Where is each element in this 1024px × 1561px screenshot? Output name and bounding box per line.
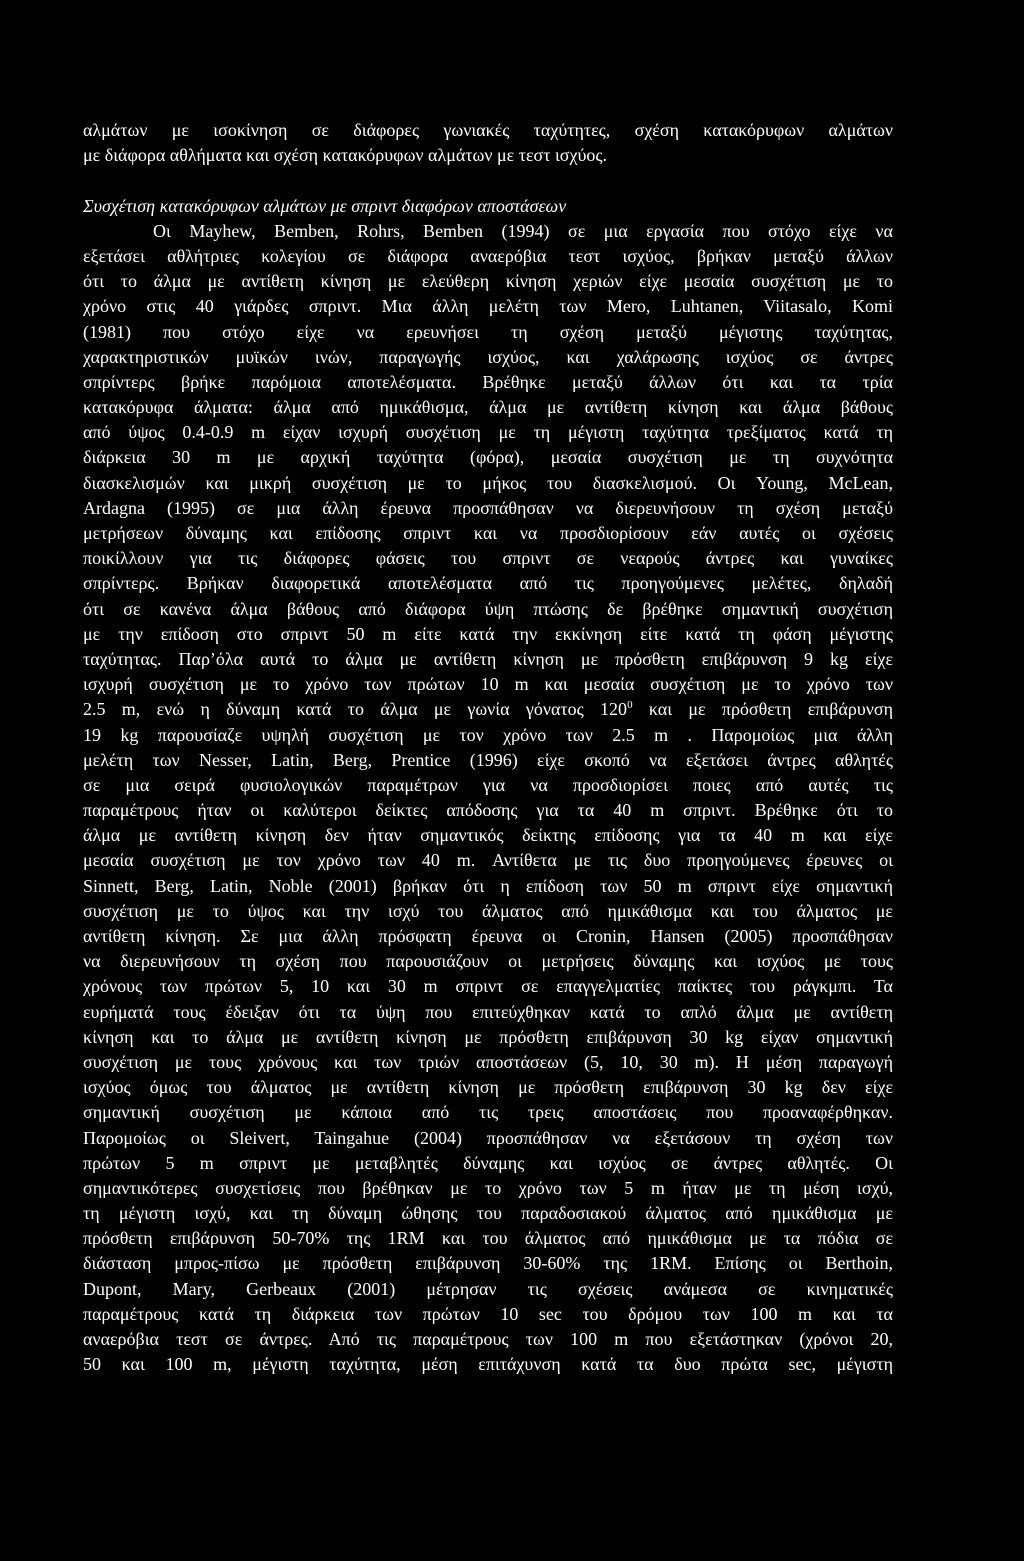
body-line: Sinnett, Berg, Latin, Noble (2001) βρήκαν ότι η επίδοση των 50 m σπριντ είχε σημαντική xyxy=(83,875,893,896)
degree-line-before: 2.5 m, ενώ η δύναμη κατά το άλμα με γωνία γόνατος 120 xyxy=(83,699,628,720)
body-line: Οι Mayhew, Bemben, Rohrs, Bemben (1994) σε μια εργασία που στόχο είχε να xyxy=(153,220,893,241)
body-line: σπρίντερς βρήκε παρόμοια αποτελέσματα. Βρέθηκε μεταξύ άλλων ότι και τα τρία xyxy=(83,371,893,392)
body-line: κίνηση και το άλμα με αντίθετη κίνηση με πρόσθετη επιβάρυνση 30 kg είχαν σημαντική xyxy=(83,1026,893,1047)
body-line: χρόνο στις 40 γιάρδες σπριντ. Μια άλλη μελέτη των Mero, Luhtanen, Viitasalo, Komi xyxy=(83,296,893,317)
body-line: συσχέτιση με τους χρόνους και των τριών αποστάσεων (5, 10, 30 m). Η μέση παραγωγή xyxy=(83,1051,893,1072)
body-line: σημαντική συσχέτιση με κάποια από τις τρεις αποστάσεις που προαναφέρθηκαν. xyxy=(83,1102,893,1123)
body-line: σε μια σειρά φυσιολογικών παραμέτρων για να προσδιορίσει ποιες από αυτές τις xyxy=(83,774,893,795)
body-line: Ardagna (1995) σε μια άλλη έρευνα προσπάθησαν να διερευνήσουν τη σχέση μεταξύ xyxy=(83,497,893,518)
body-line: μετρήσεων δύναμης και επίδοσης σπριντ και να προσδιορίσουν εάν αυτές οι σχέσεις xyxy=(83,523,893,543)
document-page xyxy=(83,118,893,1377)
body-line-degree xyxy=(83,697,893,722)
body-line: σημαντικότερες συσχετίσεις που βρέθηκαν με το χρόνο των 5 m ήταν με τη μέση ισχύ, xyxy=(83,1177,893,1198)
body-line: παραμέτρους ήταν οι καλύτεροι δείκτες απόδοσης για τα 40 m σπριντ. Βρέθηκε ότι το xyxy=(83,800,893,821)
body-line: διάσταση μπρος-πίσω με πρόσθετη επιβάρυνση 30-60% της 1RM. Επίσης οι Berthoin, xyxy=(83,1253,893,1274)
paragraph-part-2 xyxy=(83,723,893,1378)
blank-line xyxy=(83,168,893,193)
body-line: 50 και 100 m, μέγιστη ταχύτητα, μέση επιτάχυνση κατά τα δυο πρώτα sec, μέγιστη xyxy=(83,1354,893,1375)
intro-line: αλμάτων με ισοκίνηση σε διάφορες γωνιακές ταχύτητες, σχέση κατακόρυφων αλμάτων xyxy=(83,120,893,140)
body-line: ευρήματά τους έδειξαν ότι τα ύψη που επιτεύχθηκαν κατά το απλό άλμα με αντίθετη xyxy=(83,1001,893,1022)
body-line: να διερευνήσουν τη σχέση που παρουσιάζουν οι μετρήσεις δύναμης και ισχύος με τους xyxy=(83,951,893,972)
body-line: άλμα με αντίθετη κίνηση δεν ήταν σημαντικός δείκτης επίδοσης για τα 40 m και είχε xyxy=(83,825,893,846)
intro-line: με διάφορα αθλήματα και σχέση κατακόρυφων αλμάτων με τεστ ισχύος. xyxy=(83,145,608,166)
body-line: μελέτη των Nesser, Latin, Berg, Prentice (1996) είχε σκοπό να εξετάσει άντρες αθλητές xyxy=(83,749,893,770)
body-line: αντίθετη κίνηση. Σε μια άλλη πρόσφατη έρευνα οι Cronin, Hansen (2005) προσπάθησαν xyxy=(83,926,893,946)
body-line: συσχέτιση με το ύψος και την ισχύ του άλματος από ημικάθισμα και του άλματος με xyxy=(83,900,893,921)
body-line: τη μέγιστη ισχύ, και τη δύναμη ώθησης του παραδοσιακού άλματος από ημικάθισμα με xyxy=(83,1203,893,1224)
body-line: ισχυρή συσχέτιση με το χρόνο των πρώτων 10 m και μεσαία συσχέτιση με το χρόνο των xyxy=(83,674,893,695)
body-line: Παρομοίως οι Sleivert, Taingahue (2004) προσπάθησαν να εξετάσουν τη σχέση των xyxy=(83,1127,893,1148)
body-line: σπρίντερς. Βρήκαν διαφορετικά αποτελέσματα από τις προηγούμενες μελέτες, δηλαδή xyxy=(83,573,893,594)
section-heading: Συσχέτιση κατακόρυφων αλμάτων με σπριντ διαφόρων αποστάσεων xyxy=(83,195,567,216)
degree-line-after: και με πρόσθετη επιβάρυνση xyxy=(632,699,893,720)
body-line: από ύψος 0.4-0.9 m είχαν ισχυρή συσχέτιση με τη μέγιστη ταχύτητα τρεξίματος κατά τη xyxy=(83,422,893,443)
paragraph-part-1 xyxy=(83,219,893,698)
body-line: Dupont, Mary, Gerbeaux (2001) μέτρησαν τις σχέσεις ανάμεσα σε κινηματικές xyxy=(83,1278,893,1299)
body-line: με την επίδοση στο σπριντ 50 m είτε κατά την εκκίνηση είτε κατά τη φάση μέγιστης xyxy=(83,623,893,644)
body-line: χρόνους των πρώτων 5, 10 και 30 m σπριντ σε επαγγελματίες παίκτες του ράγκμπι. Τα xyxy=(83,976,893,997)
body-line: πρόσθετη επιβάρυνση 50-70% της 1RM και του άλματος από ημικάθισμα με τα πόδια σε xyxy=(83,1228,893,1249)
body-line: διάρκεια 30 m με αρχική ταχύτητα (φόρα), μεσαία συσχέτιση με τη συχνότητα xyxy=(83,447,893,468)
body-line: ότι σε κανένα άλμα βάθους από διάφορα ύψη πτώσης δε βρέθηκε σημαντική συσχέτιση xyxy=(83,598,893,619)
body-line: εξετάσει αθλήτριες κολεγίου σε διάφορα αναερόβια τεστ ισχύος, βρήκαν μεταξύ άλλων xyxy=(83,245,893,266)
body-line: ότι το άλμα με αντίθετη κίνηση με ελεύθερη κίνηση χεριών είχε μεσαία συσχέτιση με το xyxy=(83,271,893,292)
body-line: παραμέτρους κατά τη διάρκεια των πρώτων 10 sec του δρόμου των 100 m και τα xyxy=(83,1303,893,1324)
body-line: ισχύος όμως του άλματος με αντίθετη κίνηση με πρόσθετη επιβάρυνση 30 kg δεν είχε xyxy=(83,1077,893,1098)
body-line: διασκελισμών και μικρή συσχέτιση με το μήκος του διασκελισμού. Οι Young, McLean, xyxy=(83,472,893,493)
degree-superscript: 0 xyxy=(627,699,633,712)
body-line: πρώτων 5 m σπριντ με μεταβλητές δύναμης και ισχύος σε άντρες αθλητές. Οι xyxy=(83,1152,893,1173)
body-line: 19 kg παρουσίαζε υψηλή συσχέτιση με τον χρόνο των 2.5 m . Παρομοίως μια άλλη xyxy=(83,724,893,745)
body-line: χαρακτηριστικών μυϊκών ινών, παραγωγής ισχύος, και χαλάρωσης ισχύος σε άντρες xyxy=(83,346,893,367)
body-line: αναερόβια τεστ σε άντρες. Από τις παραμέτρους των 100 m που εξετάστηκαν (χρόνοι 20, xyxy=(83,1329,893,1349)
body-line: ποικίλλουν για τις διάφορες φάσεις του σπριντ σε νεαρούς άντρες και γυναίκες xyxy=(83,548,893,569)
body-line: κατακόρυφα άλματα: άλμα από ημικάθισμα, άλμα με αντίθετη κίνηση και άλμα βάθους xyxy=(83,397,893,418)
body-line: μεσαία συσχέτιση με τον χρόνο των 40 m. Αντίθετα με τις δυο προηγούμενες έρευνες οι xyxy=(83,850,893,871)
body-line: ταχύτητας. Παρ’όλα αυτά το άλμα με αντίθετη κίνηση με πρόσθετη επιβάρυνση 9 kg είχε xyxy=(83,648,893,669)
body-line: (1981) που στόχο είχε να ερευνήσει τη σχέση μεταξύ μέγιστης ταχύτητας, xyxy=(83,321,893,342)
